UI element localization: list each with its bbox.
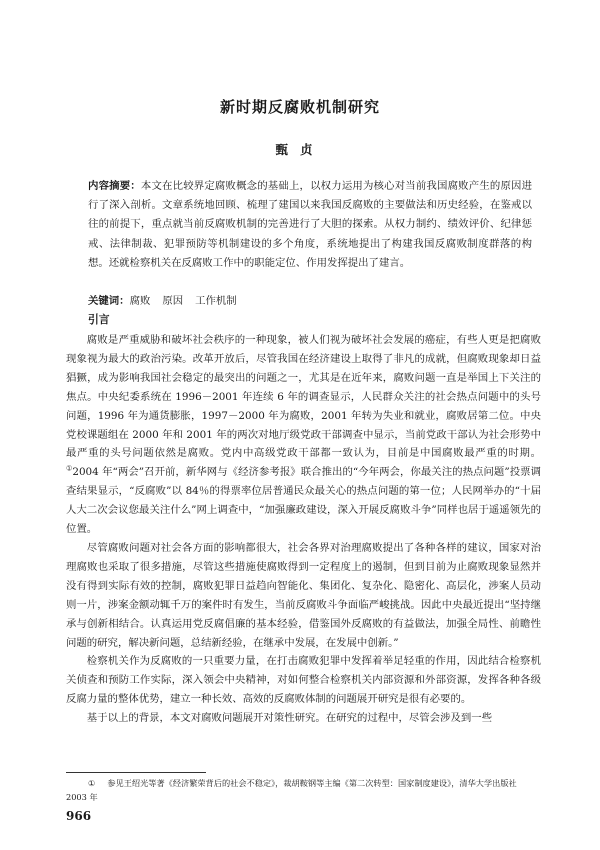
body-paragraph: [66, 709, 541, 728]
keywords-label: 关键词：: [88, 295, 130, 307]
abstract-label: 内容摘要：: [88, 180, 141, 192]
paper-title: 新时期反腐败机制研究: [219, 98, 380, 116]
footnote-mark: ①: [88, 778, 96, 788]
paragraph-text: 尽管腐败问题对社会各方面的影响都很大，社会各界对治理腐败提出了各种各样的建议，国家对治理腐败也采取了很多措施，尽管这些措施使腐败得到一定程度上的遏制，但到目前为止腐败现象显然并没有得到实际有效的控制，腐败犯罪日益趋向智能化、集团化、复杂化、隐密化、高层化，涉案人员动则一片，涉案金额动辄千万的案件时有发生，当前反腐败斗争面临严峻挑战。因此中央最近提出“坚持继承与创新相结合。认真运用党反腐倡廉的基本经验，借鉴国外反腐败的有益做法，加强全局性、前瞻性问题的研究，解决新问题，总结新经验，在继承中发展，在发展中创新。”: [66, 541, 541, 649]
body-paragraph: [66, 652, 541, 709]
keyword: 原因: [162, 295, 184, 307]
footnote-reference[interactable]: ①: [66, 464, 73, 473]
abstract: [88, 177, 532, 273]
page-number: 966: [66, 809, 92, 823]
footnote: [66, 776, 540, 804]
body-text: [66, 331, 541, 728]
keywords: [88, 292, 532, 311]
paragraph-text: 2004 年“两会”召开前，新华网与《经济参考报》联合推出的“今年两会，你最关注的热点问题”投票调查结果显示，“反腐败”以 84％的得票率位居普通民众最关心的热点问题的第一位；人民网举办的“十届人大二次会议您最关注什么”网上调查中，“加强廉政建设，深入开展反腐败斗争”同样也居于遥遥领先的位置。: [66, 466, 541, 536]
footnote-divider: [66, 772, 206, 773]
paragraph-text: 检察机关作为反腐败的一只重要力量，在打击腐败犯罪中发挥着举足轻重的作用，因此结合检察机关侦查和预防工作实际，深入领会中央精神，对如何整合检察机关内部资源和外部资源，发挥各种各级反腐力量的整体优势，建立一种长效、高效的反腐败体制的问题展开研究是很有必要的。: [66, 655, 541, 706]
abstract-text: 本文在比较界定腐败概念的基础上，以权力运用为核心对当前我国腐败产生的原因进行了深入剖析。文章系统地回顾、梳理了建国以来我国反腐败的主要做法和历史经验，在鉴戒以往的前提下，重点就当前反腐败机制的完善进行了大胆的探索。从权力制约、绩效评价、纪律惩戒、法律制裁、犯罪预防等机制建设的多个角度，系统地提出了构建我国反腐败制度群落的构想。还就检察机关在反腐败工作中的职能定位、作用发挥提出了建言。: [88, 180, 533, 269]
author-name: 甄贞: [275, 142, 325, 157]
body-paragraph: [66, 539, 541, 652]
keyword: 腐败: [129, 295, 151, 307]
section-heading: 引言: [88, 313, 110, 326]
paragraph-text: 腐败是严重威胁和破坏社会秩序的一种现象，被人们视为破坏社会发展的癌症，有些人更是把腐败现象视为最大的政治污染。改革开放后，尽管我国在经济建设上取得了非凡的成就，但腐败现象却日益猖獗，成为影响我国社会稳定的最突出的问题之一，尤其是在近年来，腐败问题一直是举国上下关注的焦点。中央纪委系统在 1996－2001 年连续 6 年的调查显示，人民群众关注的社会热点问题中的头号问题，1996 年为通货膨胀，1997－2000 年为腐败，2001 年转为失业和就业，腐败居第二位。中央党校课题组在 2000 年和 2001 年的两次对地厅级党政干部调查中显示，当前党政干部认为社会形势中最严重的头号问题依然是腐败。党内中高级党政干部都一致认为，目前是中国腐败最严重的时期。: [66, 334, 541, 460]
keyword: 工作机制: [195, 295, 237, 307]
footnote-continuation: 2003 年: [66, 792, 98, 802]
paragraph-text: 基于以上的背景，本文对腐败问题展开对策性研究。在研究的过程中，尽管会涉及到一些: [86, 712, 493, 725]
footnote-text: 参见王绍光等著《经济繁荣背后的社会不稳定》，裁胡鞍钢等主编《第二次转型：国家制度建设》，清华大学出版社: [107, 778, 517, 788]
body-paragraph: [66, 331, 541, 539]
